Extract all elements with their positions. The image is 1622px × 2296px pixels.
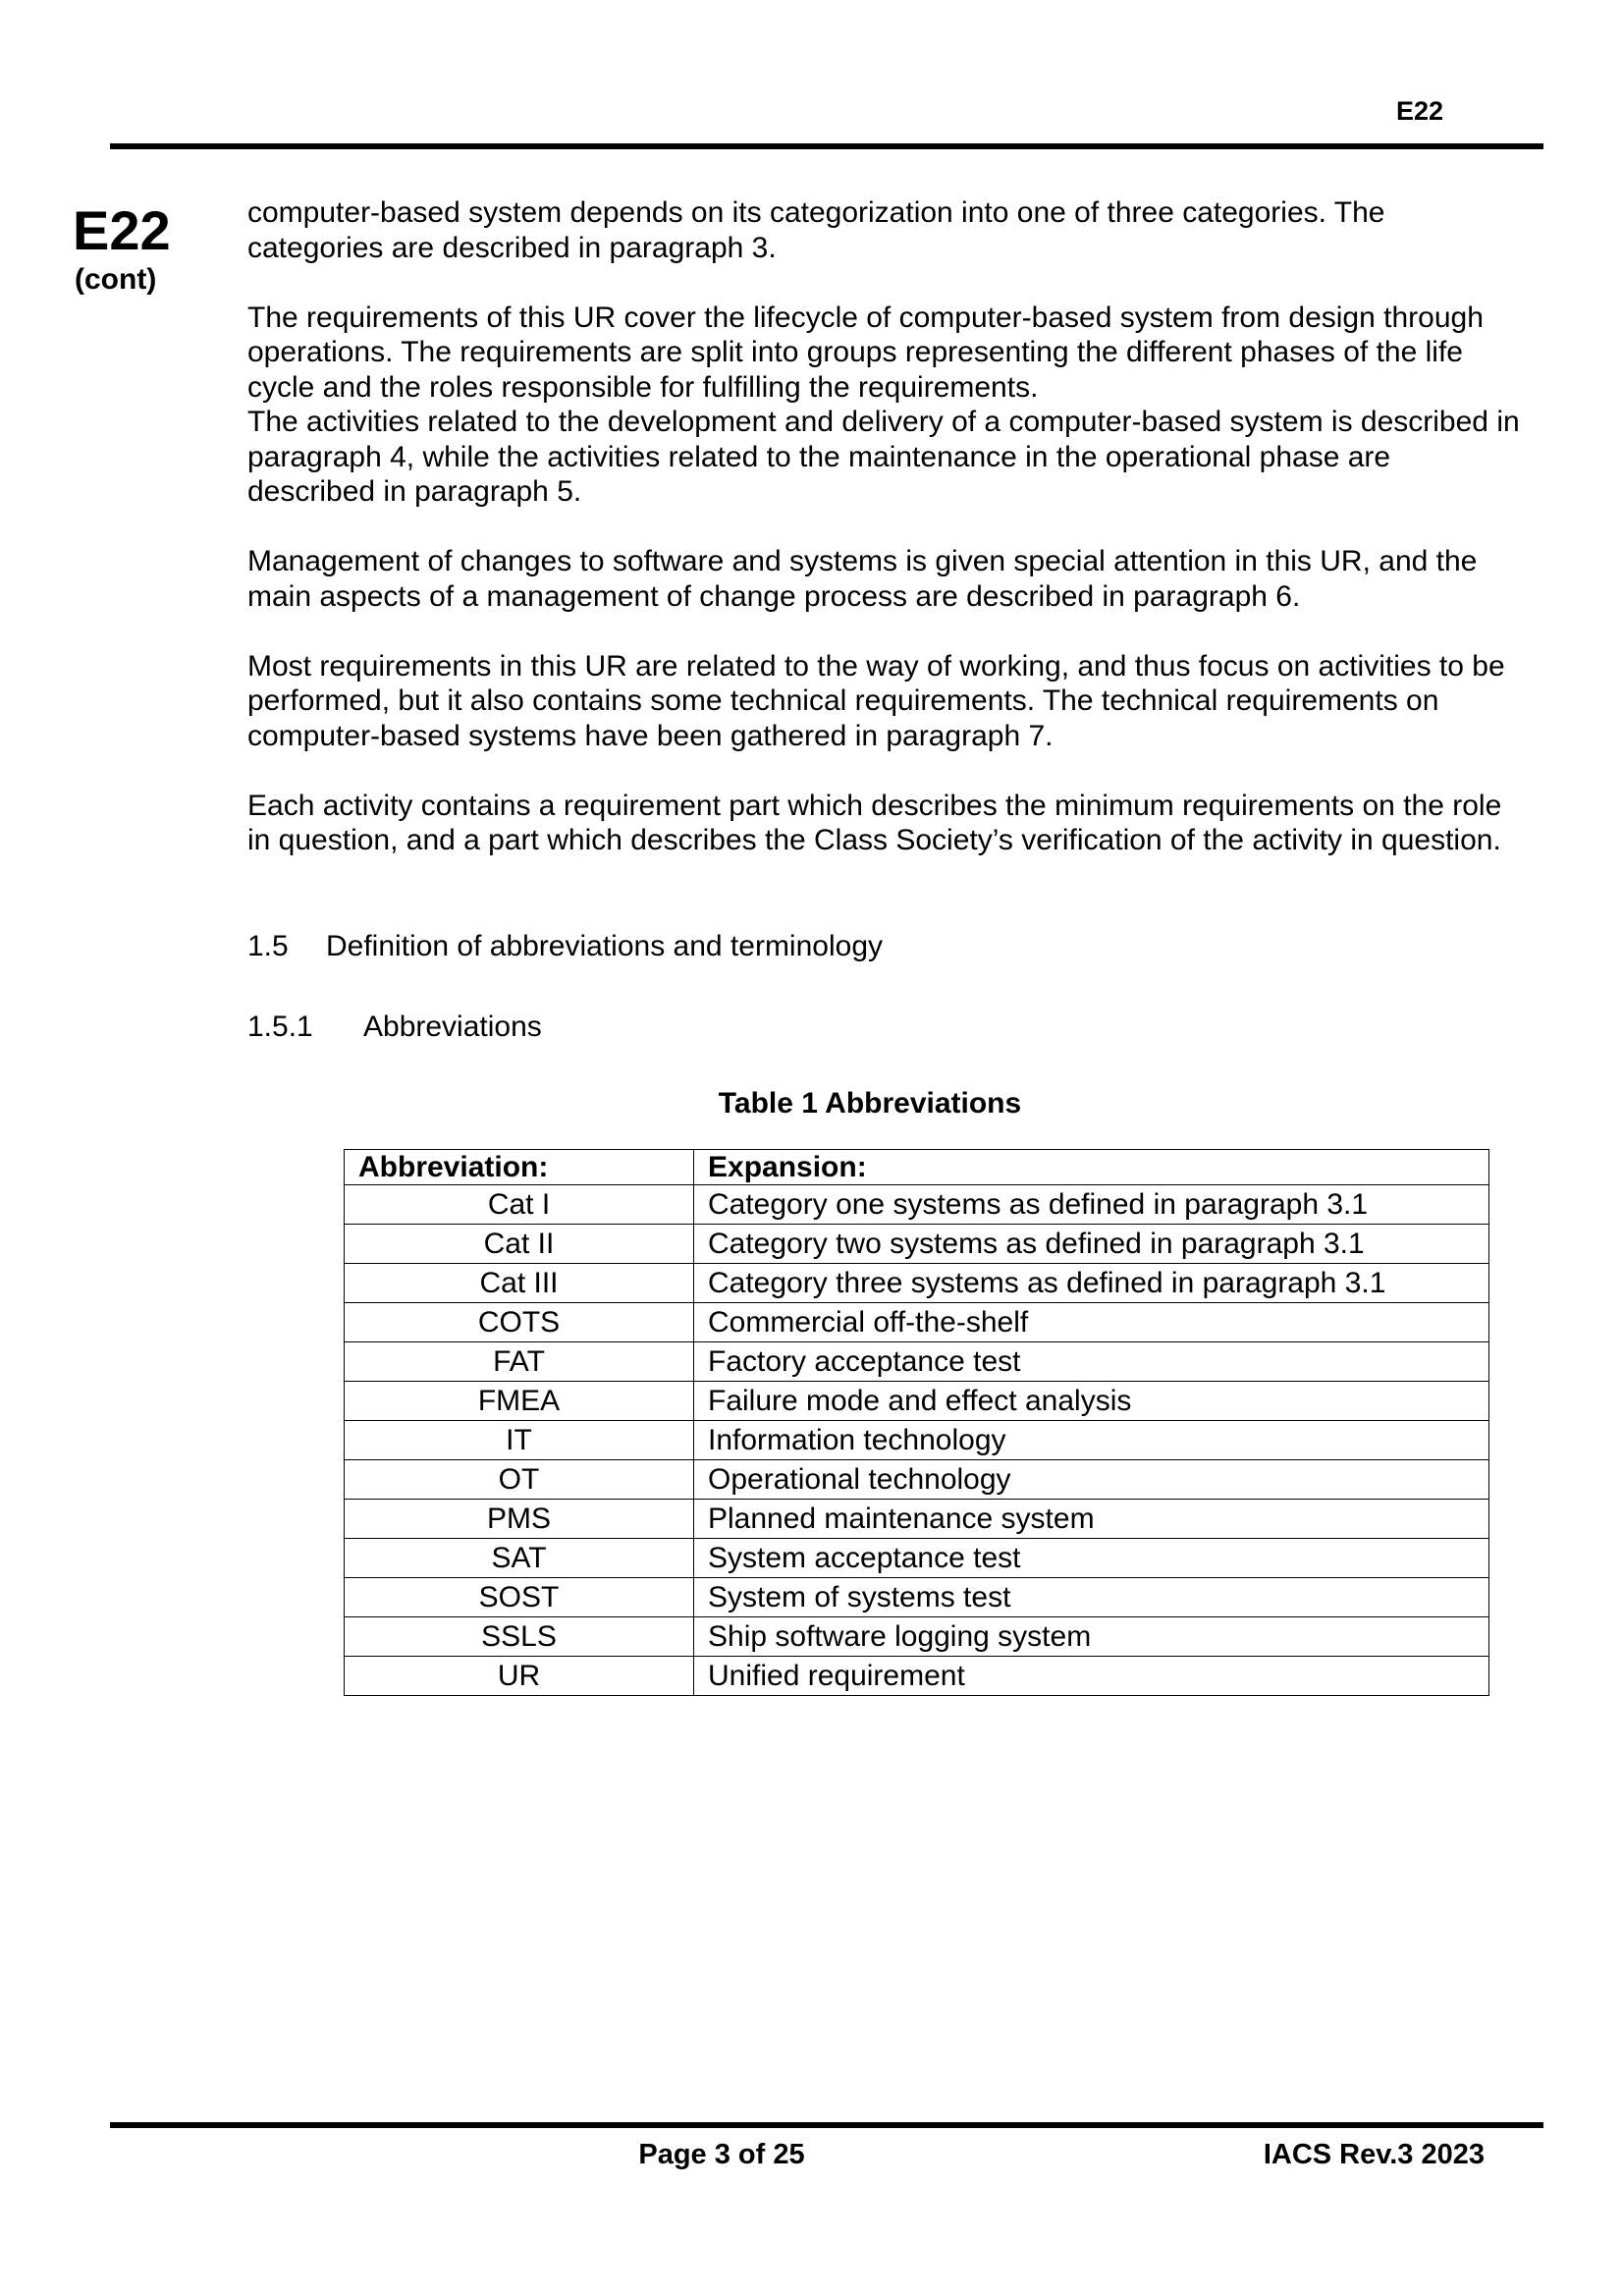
paragraph: The requirements of this UR cover the lifecycle of computer-based system from design through operations. The requirements are split into groups representing the different phases of the life cycle and the roles responsible for fulfilling the requirements.: [247, 301, 1484, 404]
section-heading-1-5-1: [247, 1010, 542, 1044]
table-row: [345, 1342, 1489, 1382]
abbreviations-table: [344, 1149, 1489, 1696]
header-document-code: E22: [1395, 96, 1443, 126]
table-caption: Table 1 Abbreviations: [718, 1087, 1022, 1120]
abbreviation-cell: SSLS: [345, 1617, 694, 1657]
table-row: [345, 1421, 1489, 1460]
expansion-cell: Failure mode and effect analysis: [694, 1382, 1489, 1421]
section-title: Abbreviations: [363, 1011, 542, 1043]
footer-revision: IACS Rev.3 2023: [1263, 2139, 1485, 2170]
expansion-cell: Commercial off-the-shelf: [694, 1303, 1489, 1342]
table-row: [345, 1578, 1489, 1617]
header-rule: [110, 143, 1543, 149]
abbreviation-cell: FAT: [345, 1342, 694, 1382]
table-row: [345, 1460, 1489, 1500]
abbreviation-cell: OT: [345, 1460, 694, 1500]
paragraph: Most requirements in this UR are related to the way of working, and thus focus on activities to be performed, but it also contains some technical requirements. The technical requirements on computer-based systems have been gathered in paragraph 7.: [247, 649, 1505, 752]
section-number: 1.5.1: [247, 1011, 313, 1043]
paragraph: Each activity contains a requirement part which describes the minimum requirements on the role in question, and a part which describes the Class Society’s verification of the activity in question.: [247, 789, 1502, 856]
abbreviation-cell: FMEA: [345, 1382, 694, 1421]
table-row: [345, 1500, 1489, 1539]
table-row: [345, 1303, 1489, 1342]
abbreviation-cell: SAT: [345, 1539, 694, 1578]
abbreviation-cell: Cat I: [345, 1185, 694, 1225]
section-title: Definition of abbreviations and terminology: [326, 930, 883, 962]
footer-rule: [110, 2122, 1543, 2128]
table-row: [345, 1225, 1489, 1264]
column-header-abbreviation: Abbreviation:: [345, 1150, 694, 1185]
expansion-cell: Planned maintenance system: [694, 1500, 1489, 1539]
expansion-cell: Category two systems as defined in paragraph 3.1: [694, 1225, 1489, 1264]
section-number: 1.5: [247, 930, 289, 962]
expansion-cell: Category three systems as defined in paragraph 3.1: [694, 1264, 1489, 1303]
abbreviation-cell: IT: [345, 1421, 694, 1460]
abbreviation-cell: COTS: [345, 1303, 694, 1342]
table-row: [345, 1382, 1489, 1421]
table-row: [345, 1185, 1489, 1225]
table-row: [345, 1264, 1489, 1303]
paragraph: Management of changes to software and systems is given special attention in this UR, and the main aspects of a management of change process are described in paragraph 6.: [247, 545, 1478, 613]
abbreviation-cell: UR: [345, 1657, 694, 1696]
expansion-cell: Category one systems as defined in paragraph 3.1: [694, 1185, 1489, 1225]
section-heading-1-5: [247, 929, 883, 963]
expansion-cell: Factory acceptance test: [694, 1342, 1489, 1382]
table-row: [345, 1539, 1489, 1578]
expansion-cell: Information technology: [694, 1421, 1489, 1460]
paragraph: computer-based system depends on its categorization into one of three categories. The categories are described in paragraph 3.: [247, 196, 1385, 264]
table-row: [345, 1657, 1489, 1696]
column-header-expansion: Expansion:: [694, 1150, 1489, 1185]
footer-page-number: Page 3 of 25: [638, 2139, 805, 2170]
expansion-cell: Operational technology: [694, 1460, 1489, 1500]
expansion-cell: System acceptance test: [694, 1539, 1489, 1578]
margin-continued-label: (cont): [75, 263, 157, 296]
body-text: [247, 195, 1524, 893]
margin-document-code: E22: [73, 199, 171, 261]
abbreviation-cell: PMS: [345, 1500, 694, 1539]
expansion-cell: Unified requirement: [694, 1657, 1489, 1696]
expansion-cell: Ship software logging system: [694, 1617, 1489, 1657]
table-row: [345, 1617, 1489, 1657]
expansion-cell: System of systems test: [694, 1578, 1489, 1617]
paragraph: The activities related to the development and delivery of a computer-based system is described in paragraph 4, while the activities related to the maintenance in the operational phase are described in paragraph 5.: [247, 406, 1520, 508]
abbreviation-cell: Cat II: [345, 1225, 694, 1264]
abbreviation-cell: Cat III: [345, 1264, 694, 1303]
table-header-row: [345, 1150, 1489, 1185]
abbreviation-cell: SOST: [345, 1578, 694, 1617]
